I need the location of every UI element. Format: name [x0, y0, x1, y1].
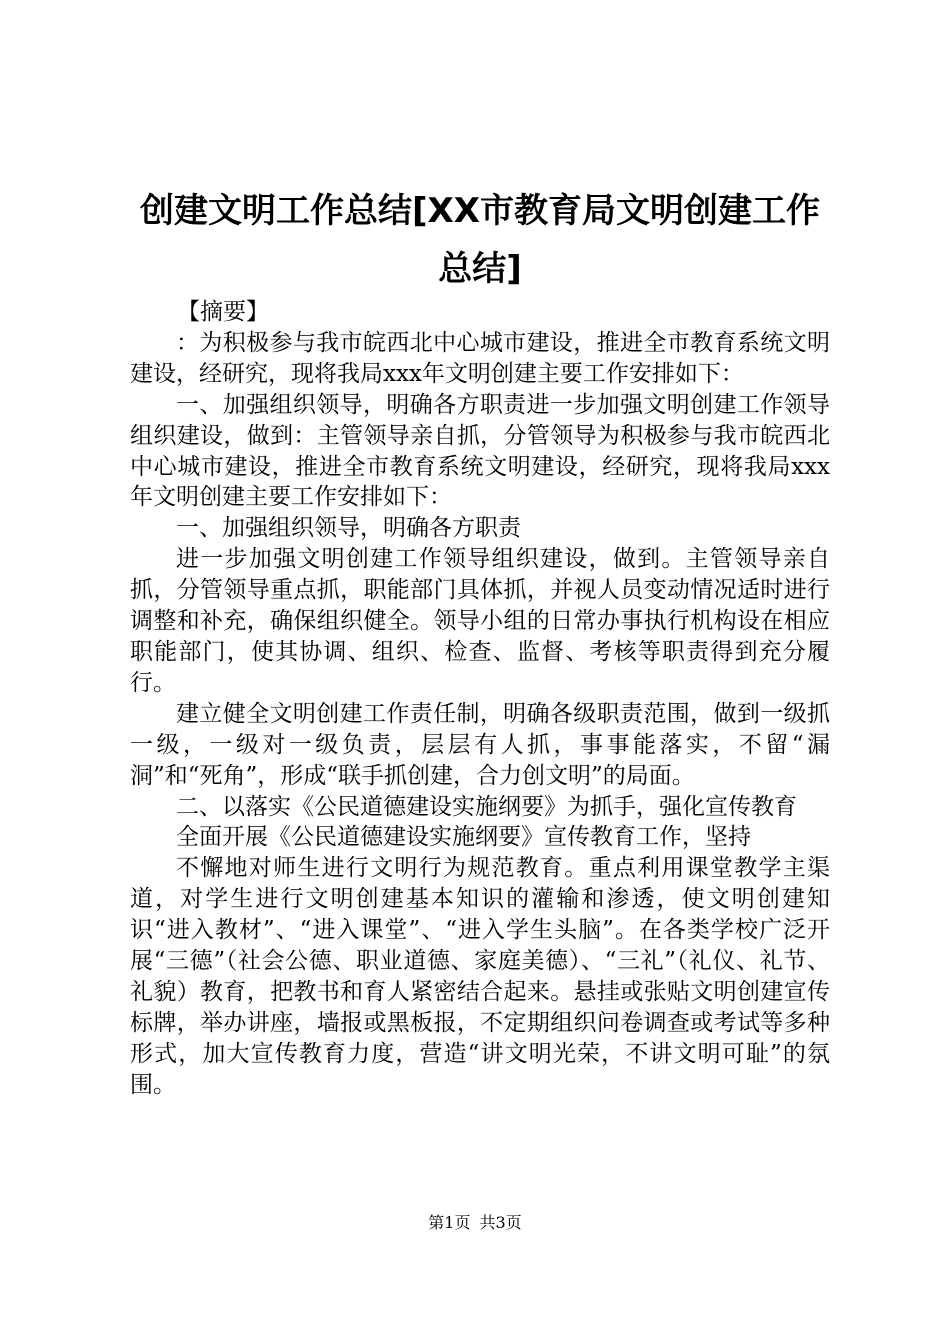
heading-section-two: 二、以落实《公民道德建设实施纲要》为抓手，强化宣传教育 — [176, 793, 797, 820]
page-number: 第1页 共3页 — [428, 1213, 522, 1232]
heading-section-one: 一、加强组织领导，明确各方职责 — [176, 515, 521, 542]
paragraph-education-start: 全面开展《公民道德建设实施纲要》宣传教育工作，坚持 — [176, 824, 751, 851]
document-title: 创建文明工作总结[XX市教育局文明创建工作总结] — [140, 191, 820, 289]
paragraph-responsibility: 建立健全文明创建工作责任制，明确各级职责范围，做到一级抓一级，一级对一级负责，层层有人抓，事事能落实，不留“漏洞”和“死角”，形成“联手抓创建，合力创文明”的局面。 — [130, 700, 830, 789]
document-body — [130, 297, 830, 1101]
paragraph-leadership: 进一步加强文明创建工作领导组织建设，做到。主管领导亲自抓，分管领导重点抓，职能部门具体抓，并视人员变动情况适时进行调整和补充，确保组织健全。领导小组的日常办事执行机构设在相应职能部门，使其协调、组织、检查、监督、考核等职责得到充分履行。 — [130, 546, 830, 696]
paragraph-education-detail: 不懈地对师生进行文明行为规范教育。重点利用课堂教学主渠道，对学生进行文明创建基本知识的灌输和渗透，使文明创建知识“进入教材”、“进入课堂”、“进入学生头脑”。在各类学校广泛开展“三德”（社会公德、职业道德、家庭美德）、“三礼”（礼仪、礼节、礼貌）教育，把教书和育人紧密结合起来。悬挂或张贴文明创建宣传标牌，举办讲座，墙报或黑板报，不定期组织问卷调查或考试等多种形式，加大宣传教育力度，营造“讲文明光荣，不讲文明可耻”的氛围。 — [130, 855, 830, 1098]
abstract-label: 【摘要】 — [177, 299, 269, 325]
paragraph-section-one-summary: 一、加强组织领导，明确各方职责进一步加强文明创建工作领导组织建设，做到：主管领导亲自抓，分管领导为积极参与我市皖西北中心城市建设，推进全市教育系统文明建设，经研究，现将我局xxx年文明创建主要工作安排如下： — [130, 391, 830, 511]
paragraph-intro: ：为积极参与我市皖西北中心城市建设，推进全市教育系统文明建设，经研究，现将我局xxx年文明创建主要工作安排如下： — [130, 329, 830, 387]
